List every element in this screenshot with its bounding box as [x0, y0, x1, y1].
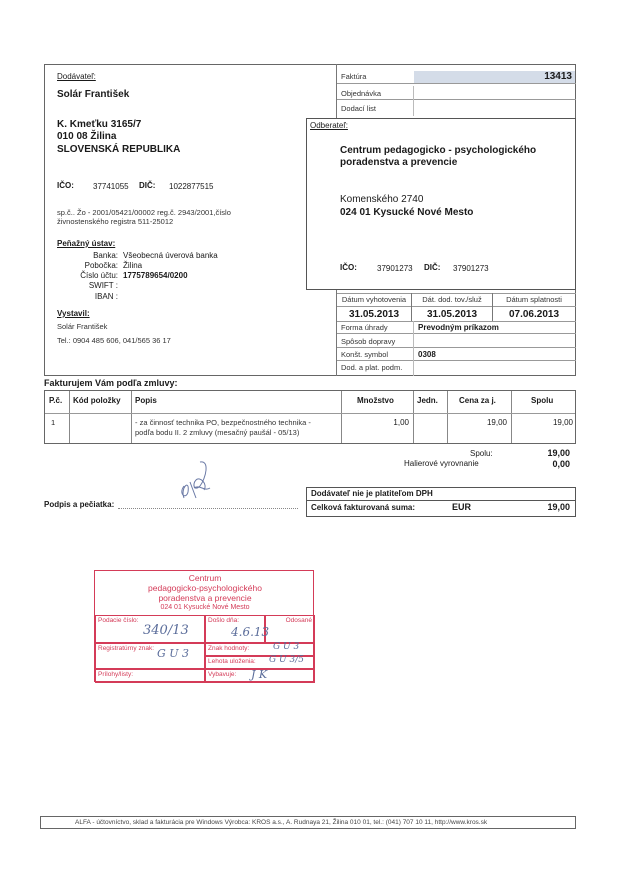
items-table — [44, 390, 576, 444]
stamp-line-2: pedagogicko-psychologického — [148, 583, 262, 593]
symbol-value: 0308 — [418, 350, 436, 359]
supplier-street: K. Kmeťku 3165/7 — [57, 119, 142, 130]
customer-name-1: Centrum pedagogicko - psychologického — [340, 145, 537, 156]
signature-line — [118, 508, 298, 509]
objednavka-row — [337, 88, 576, 100]
issue-date-label: Dátum vyhotovenia — [341, 295, 407, 304]
stamp-registr-value: G U 3 — [157, 647, 190, 660]
stamp-lehota-value: G U 3/5 — [269, 655, 304, 665]
col-qty: Množstvo — [357, 396, 394, 405]
col-divider — [447, 391, 448, 443]
bank-account-label: Číslo účtu: — [80, 271, 118, 280]
due-date-label: Dátum splatnosti — [506, 295, 562, 304]
col-divider — [341, 391, 342, 443]
dates-divider-2 — [492, 293, 493, 321]
stamp-lehota-label: Lehota uloženia: — [208, 658, 256, 665]
stamp-hodnota-label: Znak hodnoty: — [208, 645, 250, 652]
customer-ico: 37901273 — [377, 264, 413, 273]
terms-row — [337, 362, 576, 374]
col-code: Kód položky — [73, 396, 121, 405]
supplier-dic-label: DIČ: — [139, 181, 156, 190]
supplier-dic: 1022877515 — [169, 182, 214, 191]
payment-form-label: Forma úhrady — [341, 323, 388, 332]
issuer-label: Vystavil: — [57, 309, 90, 318]
supplier-ico: 37741055 — [93, 182, 129, 191]
bank-name-value: Všeobecná úverová banka — [123, 251, 218, 260]
bank-name-label: Banka: — [93, 251, 118, 260]
stamp-line-3: poradenstva a prevencie — [158, 593, 252, 603]
col-divider — [131, 391, 132, 443]
customer-city: 024 01 Kysucké Nové Mesto — [340, 207, 474, 218]
dates-divider-1 — [411, 293, 412, 321]
issue-date-value: 31.05.2013 — [348, 309, 400, 320]
total-currency: EUR — [452, 502, 472, 512]
sum-value: 19,00 — [547, 448, 570, 458]
payment-divider — [413, 321, 414, 376]
signature-scribble — [170, 458, 220, 504]
col-desc: Popis — [135, 396, 157, 405]
supplier-city: 010 08 Žilina — [57, 131, 117, 142]
bank-branch-value: Žilina — [123, 261, 143, 270]
registration-stamp — [94, 570, 314, 682]
stamp-prilohy-cell — [95, 669, 205, 683]
customer-street: Komenského 2740 — [340, 194, 424, 205]
stamp-doslo-label: Došlo dňa: — [208, 617, 240, 624]
supplier-country: SLOVENSKÁ REPUBLIKA — [57, 144, 181, 155]
stamp-doslo-value: 4.6.13 — [231, 625, 270, 639]
col-price: Cena za j. — [459, 396, 496, 405]
row-desc-2: podľa bodu II. 2 zmluvy (mesačný paušál - 05/13) — [135, 428, 300, 437]
customer-label: Odberateľ: — [310, 121, 348, 130]
row-total: 19,00 — [552, 418, 573, 427]
customer-name-2: poradenstva a prevencie — [340, 157, 458, 168]
stamp-prilohy-label: Prílohy/listy: — [98, 671, 134, 678]
due-date-value: 07.06.2013 — [508, 309, 560, 320]
rounding-value: 0,00 — [552, 459, 570, 469]
bank-label: Peňažný ústav: — [57, 239, 116, 248]
row-pc: 1 — [51, 418, 56, 427]
stamp-podacie-value: 340/13 — [143, 623, 189, 638]
dodaci-list-row — [337, 103, 576, 115]
rounding-label: Halierové vyrovnanie — [404, 459, 479, 468]
row-price: 19,00 — [486, 418, 507, 427]
faktura-label: Faktúra — [341, 72, 367, 81]
footer: ALFA - účtovníctvo, sklad a fakturácia pre Windows Výrobca: KROS a.s., A. Rudnaya 21, Žilina 010 01, tel.: (041) 707 10 11, http://www.kros.sk — [40, 816, 576, 829]
col-divider — [511, 391, 512, 443]
bank-account-value: 1775789654/0200 — [123, 271, 188, 280]
supplier-registry-2: živnostenského registra 511-25012 — [57, 217, 174, 226]
stamp-line-1: Centrum — [188, 573, 222, 583]
vat-note: Dodávateľ nie je platiteľom DPH — [311, 489, 433, 498]
supplier-ico-label: IČO: — [57, 181, 74, 190]
supplier-label: Dodávateľ: — [57, 72, 96, 81]
supplier-registry-1: sp.č.. Žo - 2001/05421/00002 reg.č. 2943/2001,číslo — [57, 208, 231, 217]
issuer-name: Solár František — [57, 322, 108, 331]
dates-mid-line — [337, 306, 576, 307]
transport-label: Spôsob dopravy — [341, 337, 396, 346]
issuer-phone: Tel.: 0904 485 606, 041/565 36 17 — [57, 336, 171, 345]
col-pc: P.č. — [49, 396, 63, 405]
totals-divider — [306, 500, 576, 501]
meta-divider — [413, 86, 414, 116]
payment-form-value: Prevodným príkazom — [418, 323, 499, 332]
total-label: Celková fakturovaná suma: — [311, 503, 416, 512]
stamp-odosane-label: Odosané — [285, 617, 312, 624]
bank-branch-label: Pobočka: — [84, 261, 118, 270]
stamp-podacie-label: Podacie číslo: — [98, 617, 139, 624]
row-qty: 1,00 — [393, 418, 409, 427]
stamp-registr-label: Registratúrny znak: — [98, 645, 154, 652]
stamp-vybavuje-value: J K — [251, 668, 268, 681]
customer-dic: 37901273 — [453, 264, 489, 273]
faktura-number: 13413 — [544, 71, 572, 82]
col-divider — [413, 391, 414, 443]
signature-label: Podpis a pečiatka: — [44, 500, 115, 509]
bank-iban-label: IBAN : — [94, 292, 118, 301]
objednavka-label: Objednávka — [341, 89, 382, 98]
supplier-name: Solár František — [57, 89, 130, 100]
customer-ico-label: IČO: — [340, 263, 357, 272]
dodaci-list-label: Dodací list — [341, 104, 377, 113]
stamp-vybavuje-label: Vybavuje: — [208, 671, 237, 678]
customer-dic-label: DIČ: — [424, 263, 441, 272]
symbol-label: Konšt. symbol — [341, 350, 389, 359]
tax-date-label: Dát. dod. tov./služ — [422, 295, 482, 304]
stamp-hodnota-value: G U 3 — [273, 642, 300, 652]
bank-swift-label: SWIFT : — [88, 281, 118, 290]
total-value: 19,00 — [547, 502, 570, 512]
row-desc-1: - za činnosť technika PO, bezpečnostného technika - — [135, 418, 311, 427]
stamp-odosane-cell — [265, 615, 315, 643]
col-unit: Jedn. — [417, 396, 438, 405]
col-divider — [69, 391, 70, 443]
terms-label: Dod. a plat. podm. — [341, 363, 403, 372]
stamp-line-4: 024 01 Kysucké Nové Mesto — [160, 604, 250, 611]
col-total: Spolu — [531, 396, 554, 405]
header-line — [45, 413, 575, 414]
symbol-row — [337, 349, 576, 361]
transport-row — [337, 336, 576, 348]
items-heading: Fakturujem Vám podľa zmluvy: — [44, 378, 178, 388]
tax-date-value: 31.05.2013 — [426, 309, 478, 320]
sum-label: Spolu: — [470, 449, 493, 458]
